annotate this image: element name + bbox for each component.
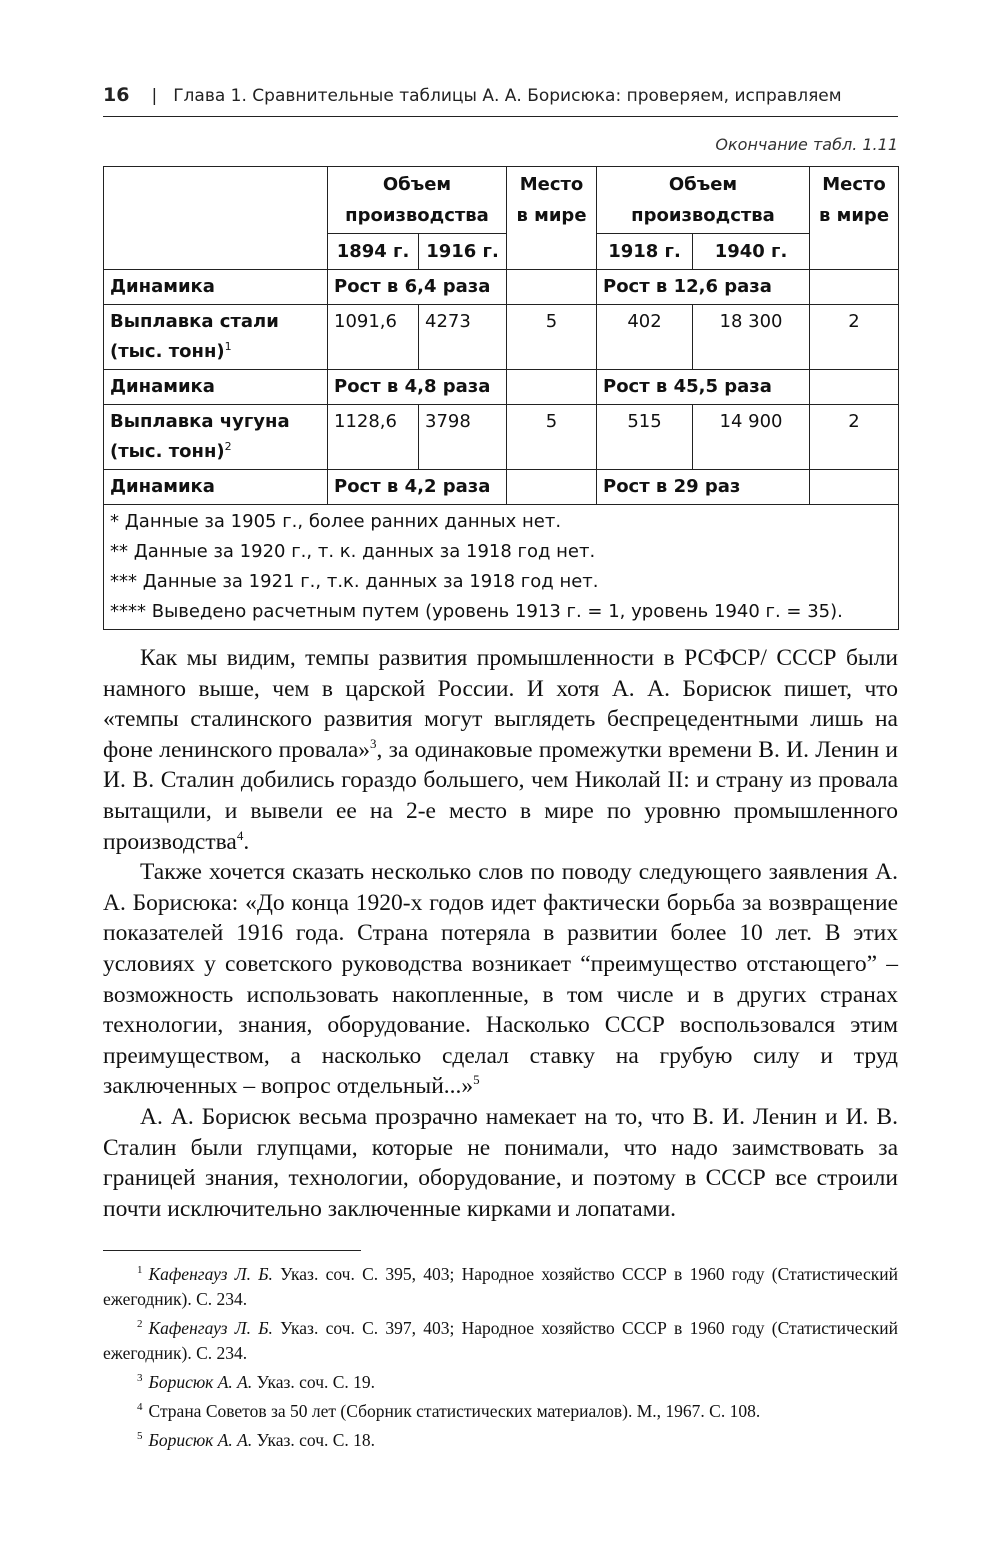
footnote (103, 1262, 898, 1312)
year-1940: 1940 г. (693, 234, 810, 270)
footnote-text: Указ. соч. С. 397, 403; Народное хозяйство СССР в 1960 году (Статистический ежегодник). С. 234. (103, 1318, 898, 1363)
footnote-text: Страна Советов за 50 лет (Сборник статистических материалов). М., 1967. С. 108. (148, 1401, 761, 1421)
row-label: Выплавка чугуна (тыс. тонн) (110, 411, 290, 462)
footnote-rule (103, 1250, 361, 1251)
value-1918: 515 (597, 405, 693, 470)
table-row (104, 305, 899, 370)
row-label: Динамика (104, 270, 328, 305)
footnotes (103, 1262, 898, 1457)
value-1894: 1091,6 (328, 305, 419, 370)
footnote-author: Борисюк А. А. (148, 1430, 253, 1450)
paragraph (103, 857, 898, 1102)
value-1940: 18 300 (693, 305, 810, 370)
production-table (103, 166, 899, 630)
empty-cell (507, 470, 597, 505)
table-note: * Данные за 1905 г., более ранних данных нет. (110, 511, 562, 532)
table-notes-row (104, 505, 899, 630)
footnote-number: 2 (137, 1318, 143, 1331)
row-label: Выплавка стали (тыс. тонн) (110, 311, 279, 362)
footnote-author: Кафенгауз Л. Б. (148, 1318, 273, 1338)
header-place-left: Место в мире (507, 167, 597, 270)
page-number: 16 (103, 84, 130, 106)
footnote-ref: 5 (473, 1072, 480, 1088)
header-separator: | (151, 86, 158, 106)
table-note: *** Данные за 1921 г., т.к. данных за 1918 год нет. (110, 571, 599, 592)
header-empty-cell (104, 167, 328, 270)
footnote (103, 1399, 898, 1424)
paragraph-text: Также хочется сказать несколько слов по поводу следующего заявления А. А. Борисюка: «До конца 1920-х годов идет фактически борьба за возвращение показателей 1916 года. Страна потеряла в развитии более 10 лет. В этих условиях у советского руководства возникает “преимущество отстающего” – возможность использовать накопленные, в том числе и в других странах технологии, знания, оборудование. Насколько СССР воспользовался этим преимуществом, а насколько сделал ставку на грубую силу и труд заключенных – вопрос отдельный...» (103, 859, 898, 1100)
footnote-number: 5 (137, 1430, 143, 1443)
body-text (103, 643, 898, 1224)
footnote-ref: 1 (224, 340, 232, 353)
footnote-author: Борисюк А. А. (148, 1372, 253, 1392)
chapter-title: Глава 1. Сравнительные таблицы А. А. Борисюка: проверяем, исправляем (173, 86, 842, 106)
place-right: 2 (810, 405, 899, 470)
header-volume-left: Объем производства (328, 167, 507, 234)
table-caption: Окончание табл. 1.11 (715, 135, 898, 154)
footnote (103, 1316, 898, 1366)
empty-cell (810, 470, 899, 505)
paragraph (103, 643, 898, 857)
footnote-text: Указ. соч. С. 395, 403; Народное хозяйство СССР в 1960 году (Статистический ежегодник). С. 234. (103, 1264, 898, 1309)
paragraph-text: , за одинаковые промежутки времени В. И. Ленин и И. В. Сталин добились гораздо большего, чем Николай II: и страну из провала вытащили, и вывели ее на 2-е место в мире по уровню промышленного производства (103, 736, 899, 855)
table-header-row (104, 167, 899, 234)
paragraph-text: . (243, 828, 250, 855)
year-1918: 1918 г. (597, 234, 693, 270)
empty-cell (507, 370, 597, 405)
place-left: 5 (507, 305, 597, 370)
footnote (103, 1428, 898, 1453)
footnote-text: Указ. соч. С. 18. (256, 1430, 376, 1450)
running-header (103, 84, 898, 106)
footnote-author: Кафенгауз Л. Б. (148, 1264, 273, 1284)
value-1894: 1128,6 (328, 405, 419, 470)
row-label: Динамика (104, 370, 328, 405)
row-label: Динамика (104, 470, 328, 505)
paragraph: А. А. Борисюк весьма прозрачно намекает на то, что В. И. Ленин и И. В. Сталин были глупцами, которые не понимали, что надо заимствовать за границей знания, технологии, оборудование, и поэтому в СССР все строили почти исключительно заключенные кирками и лопатами. (103, 1103, 898, 1222)
table-row (104, 470, 899, 505)
empty-cell (810, 270, 899, 305)
growth-left: Рост в 4,8 раза (328, 370, 507, 405)
row-label-cell (104, 305, 328, 370)
table-row (104, 270, 899, 305)
paragraph-text: Как мы видим, темпы развития промышленности в РСФСР/ СССР были намного выше, чем в царской России. И хотя А. А. Борисюк пишет, что «темпы сталинского развития могут выглядеть беспрецедентными лишь на фоне ленинского провала» (103, 645, 898, 763)
footnote-ref: 3 (370, 735, 377, 751)
value-1918: 402 (597, 305, 693, 370)
value-1916: 3798 (419, 405, 507, 470)
year-1916: 1916 г. (419, 234, 507, 270)
header-volume-right: Объем производства (597, 167, 810, 234)
growth-right: Рост в 12,6 раза (597, 270, 810, 305)
year-1894: 1894 г. (328, 234, 419, 270)
table-note: **** Выведено расчетным путем (уровень 1913 г. = 1, уровень 1940 г. = 35). (110, 601, 843, 622)
footnote-number: 4 (137, 1401, 143, 1414)
growth-left: Рост в 4,2 раза (328, 470, 507, 505)
table-notes (104, 505, 899, 630)
place-left: 5 (507, 405, 597, 470)
empty-cell (507, 270, 597, 305)
table-row (104, 405, 899, 470)
value-1916: 4273 (419, 305, 507, 370)
footnote-text: Указ. соч. С. 19. (256, 1372, 376, 1392)
row-label-cell (104, 405, 328, 470)
footnote-number: 3 (137, 1372, 143, 1385)
header-place-right: Место в мире (810, 167, 899, 270)
growth-right: Рост в 29 раз (597, 470, 810, 505)
growth-left: Рост в 6,4 раза (328, 270, 507, 305)
header-rule (103, 116, 898, 117)
value-1940: 14 900 (693, 405, 810, 470)
table-note: ** Данные за 1920 г., т. к. данных за 1918 год нет. (110, 541, 596, 562)
empty-cell (810, 370, 899, 405)
footnote-ref: 2 (224, 440, 232, 453)
growth-right: Рост в 45,5 раза (597, 370, 810, 405)
place-right: 2 (810, 305, 899, 370)
footnote (103, 1370, 898, 1395)
footnote-number: 1 (137, 1264, 143, 1277)
table-row (104, 370, 899, 405)
footnote-ref: 4 (236, 827, 244, 843)
